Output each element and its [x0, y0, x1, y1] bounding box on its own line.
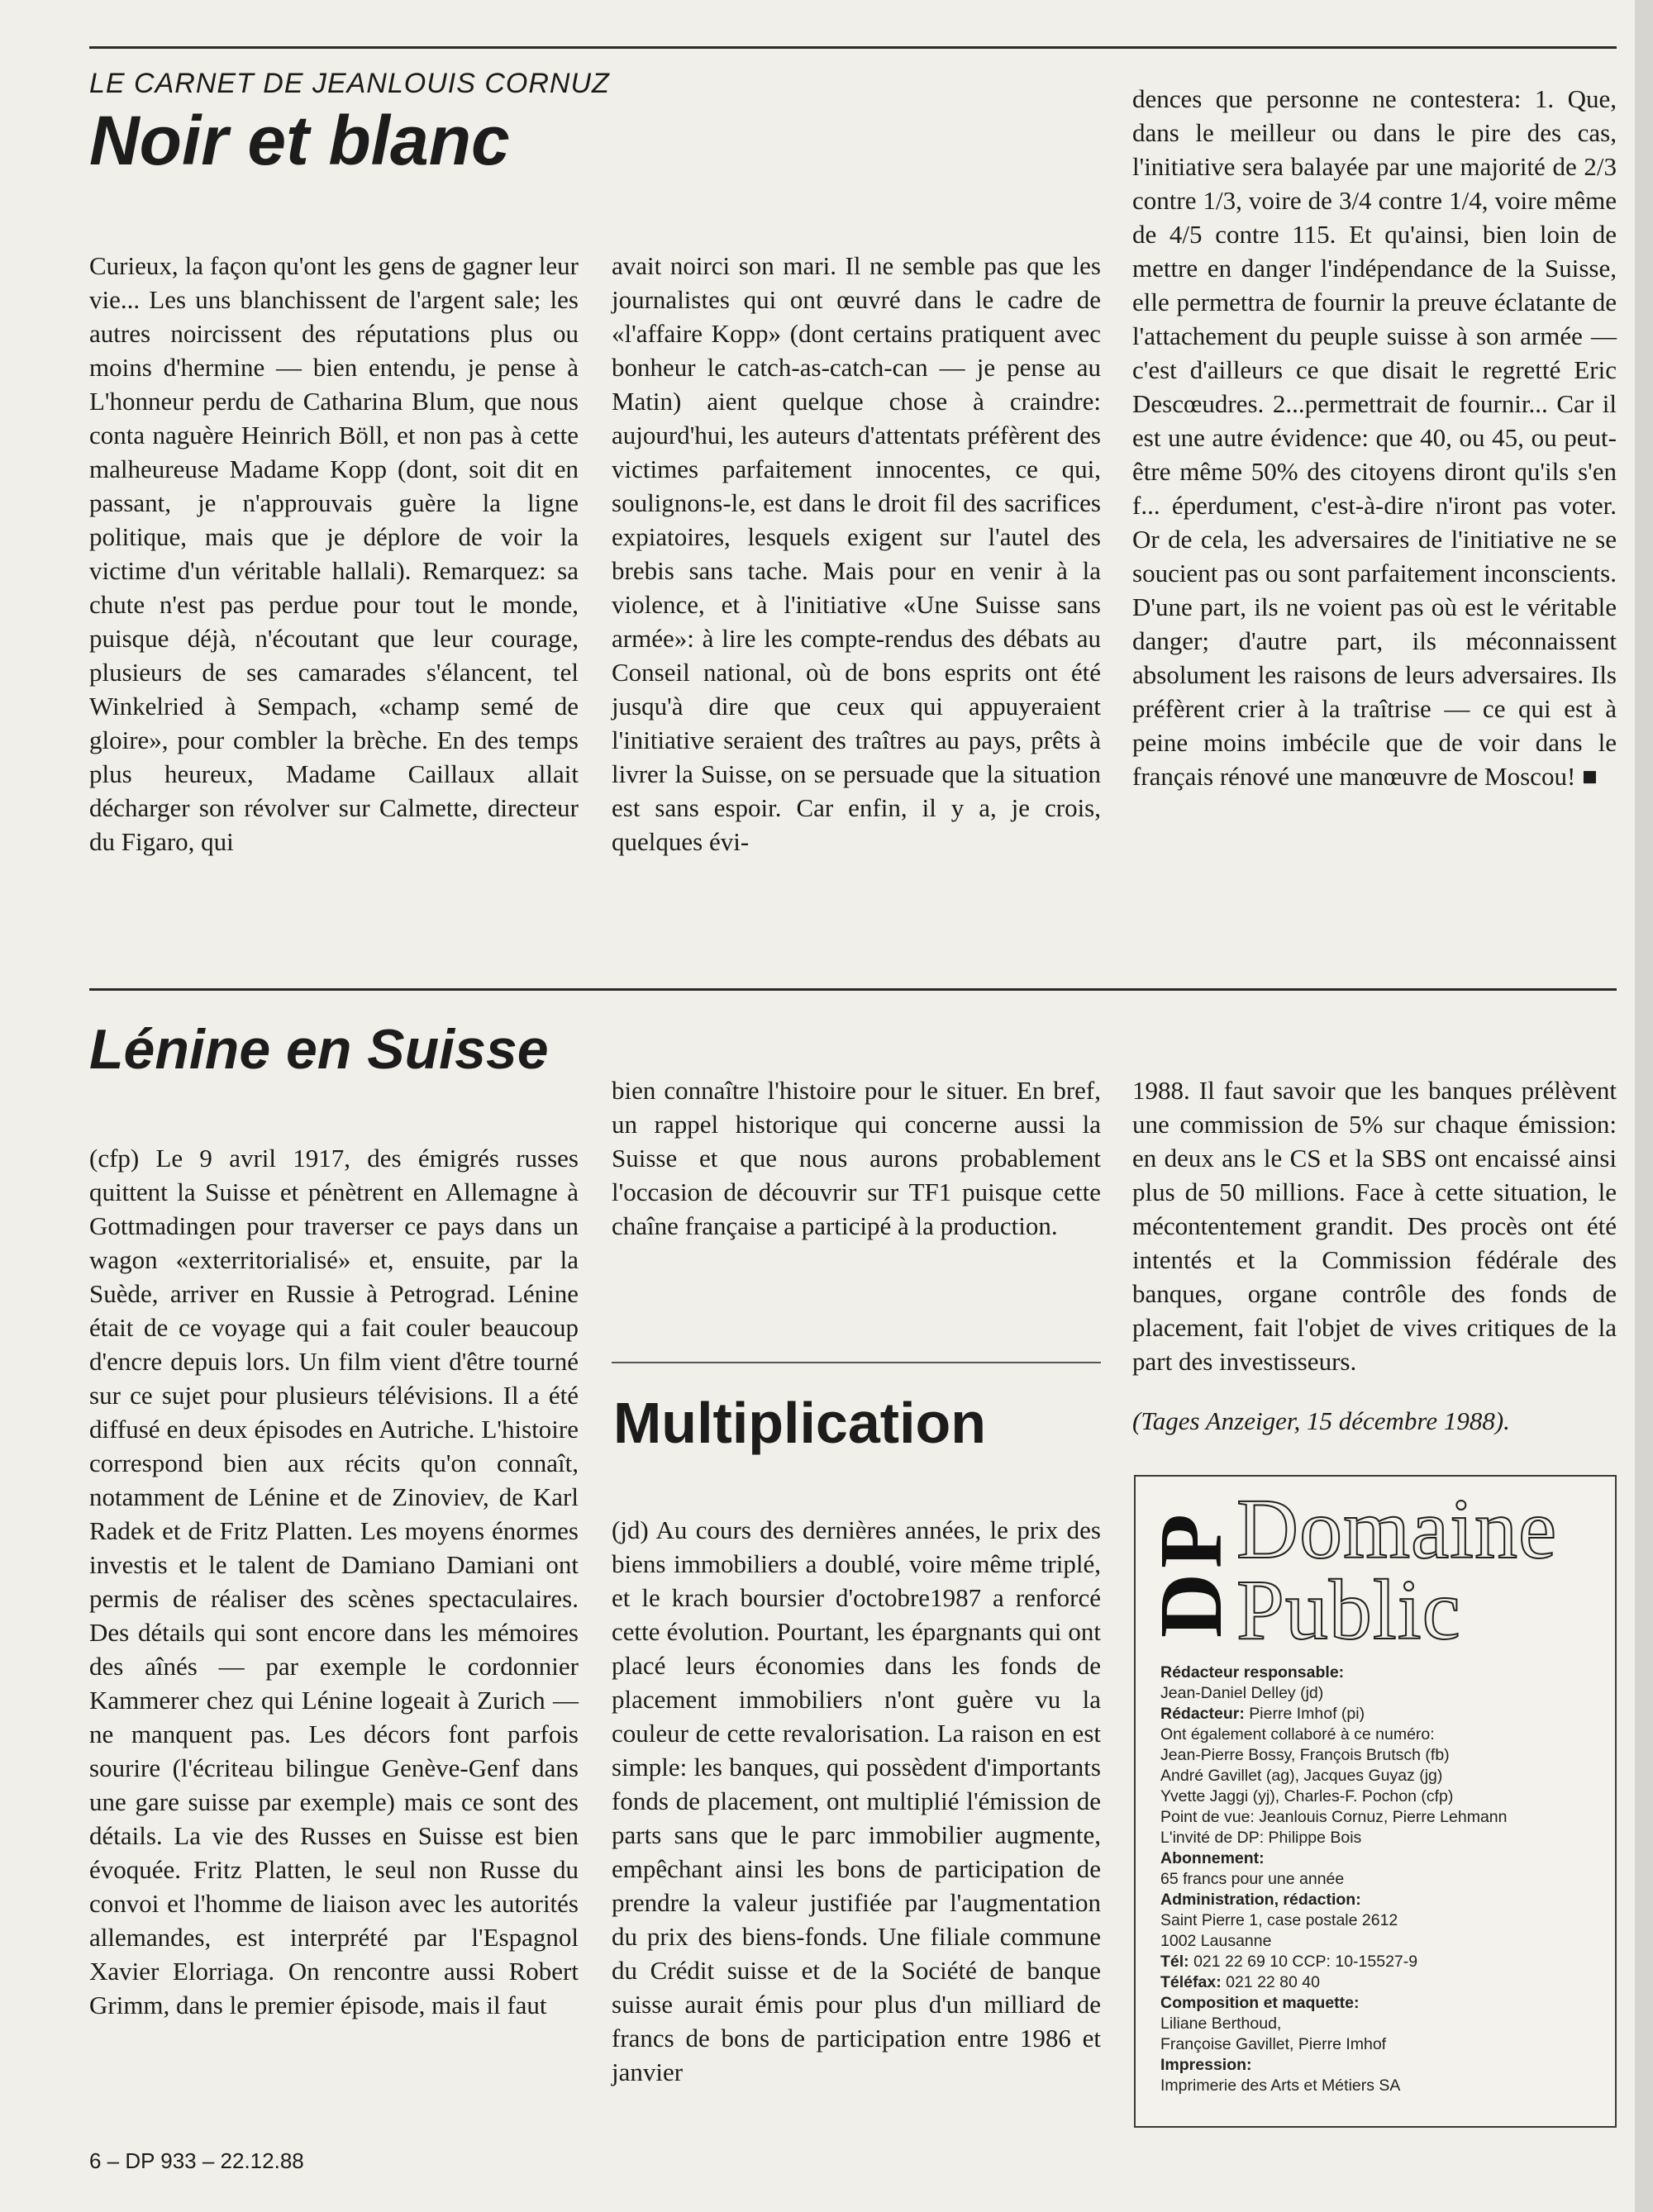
noir-text-3: dences que personne ne contestera: 1. Que, dans le meilleur ou dans le pire des cas, l'initiative sera balayée par une majorité de 2/3 contre 1/3, voire de 3/4 contre 1/4, voire même de 4/5 contre 115. Et qu'ainsi, bien loin de mettre en danger l'indépendance de la Suisse, elle permettra de fournir la preuve éclatante de l'attachement du peuple suisse à son armée — c'est d'ailleurs ce que disait le regretté Eric Descœudres. 2...permettrait de fournir... Car il est une autre évidence: que 40, ou 45, ou peut-être même 50% des citoyens diront qu'ils s'en f... éperdument, c'est-à-dire n'iront pas voter. Or de cela, les adversaires de l'initiative ne se soucient pas ou sont parfaitement inconscients. D'une part, ils ne voient pas où est le véritable danger; d'autre part, ils méconnaissent absolument les raisons de leurs adversaires. Ils préfèrent crier à la traîtrise — ce qui est à peine moins imbécile que de voir dans le français rénové une manœuvre de Moscou! ■	[1132, 84, 1617, 791]
credit-line: Jean-Daniel Delley (jd)	[1160, 1684, 1324, 1702]
masthead-credits	[1160, 1663, 1598, 2096]
lenine-text-2: bien connaître l'histoire pour le situer. En bref, un rappel historique qui concerne aussi la Suisse et que nous aurons probablement l'occasion de découvrir sur TF1 puisque cette chaîne française a participé à la production.	[612, 1076, 1101, 1240]
credit-line: Téléfax: 021 22 80 40	[1160, 1973, 1320, 1991]
page-edge-shadow	[1635, 0, 1653, 2212]
masthead-word-domaine: Domaine	[1236, 1482, 1558, 1577]
article-title-noir-et-blanc: Noir et blanc	[89, 102, 510, 179]
lenine-col-2	[612, 1048, 1101, 1268]
multiplication-col-2	[1132, 1048, 1617, 1463]
article-title-lenine: Lénine en Suisse	[89, 1018, 549, 1081]
credit-line: Jean-Pierre Bossy, François Brutsch (fb)	[1160, 1746, 1450, 1764]
multiplication-rule	[612, 1362, 1101, 1363]
multiplication-source: (Tages Anzeiger, 15 décembre 1988).	[1132, 1406, 1510, 1435]
multiplication-text-1: (jd) Au cours des dernières années, le prix des biens immobiliers a doublé, voire même triplé, et le krach boursier d'octobre1987 a renforcé cette évolution. Pourtant, les épargnants qui ont placé leurs économies dans les fonds de placement immobiliers n'ont guère vu la couleur de cette revalorisation. La raison en est simple: les banques, qui possèdent d'importants fonds de placement, ont multiplié l'émission de parts sans que le parc immobilier augmente, empêchant ainsi les bons de participation de prendre la valeur justifiée par l'augmentation du prix des biens-fonds. Une filiale commune du Crédit suisse et de la Société de banque suisse aurait émis pour plus d'un milliard de francs de bons de participation entre 1986 et janvier	[612, 1515, 1101, 2086]
credit-line: Françoise Gavillet, Pierre Imhof	[1160, 2035, 1387, 2053]
credit-line: Composition et maquette:	[1160, 1994, 1360, 2012]
section-rule	[89, 988, 1617, 991]
credit-line: Imprimerie des Arts et Métiers SA	[1160, 2076, 1401, 2095]
page-footer: 6 – DP 933 – 22.12.88	[89, 2148, 304, 2173]
credit-line: Liliane Berthoud,	[1160, 2015, 1282, 2033]
noir-text-2: avait noirci son mari. Il ne semble pas que les journalistes qui ont œuvré dans le cadre de «l'affaire Kopp» (dont certains pratiquent avec bonheur le catch-as-catch-can — je pense au Matin) aient quelque chose à craindre: aujourd'hui, les auteurs d'attentats préfèrent des victimes parfaitement innocentes, ce qui, soulignons-le, est dans le droit fil des sacrifices expiatoires, lesquels exigent sur l'autel des brebis sans tache. Mais pour en venir à la violence, et à l'initiative «Une Suisse sans armée»: à lire les compte-rendus des débats au Conseil national, où de bons esprits ont été jusqu'à dire que ceux qui appuyeraient l'initiative seraient des traîtres au pays, prêts à livrer la Suisse, on se persuade que la situation est sans espoir. Car enfin, il y a, je crois, quelques évi-	[612, 251, 1101, 856]
masthead-box	[1134, 1475, 1617, 2128]
credit-line: Impression:	[1160, 2056, 1252, 2074]
credit-line: Rédacteur: Pierre Imhof (pi)	[1160, 1705, 1365, 1723]
credit-line: Saint Pierre 1, case postale 2612	[1160, 1911, 1398, 1929]
credit-line: Ont également collaboré à ce numéro:	[1160, 1725, 1435, 1743]
credit-line: Administration, rédaction:	[1160, 1891, 1361, 1909]
credit-line: L'invité de DP: Philippe Bois	[1160, 1829, 1362, 1847]
article-title-multiplication: Multiplication	[613, 1391, 987, 1455]
credit-line: 1002 Lausanne	[1160, 1932, 1272, 1950]
credit-line: Abonnement:	[1160, 1849, 1265, 1867]
credit-line: Rédacteur responsable:	[1160, 1663, 1345, 1682]
multiplication-text-2: 1988. Il faut savoir que les banques prélèvent une commission de 5% sur chaque émission: en deux ans le CS et la SBS ont encaissé ainsi plus de 50 millions. Face à cette situation, le mécontentement grandit. Des procès ont été intentés et la Commission fédérale des banques, organe contrôle des fonds de placement, fait l'objet de vives critiques de la part des investisseurs.	[1132, 1076, 1617, 1376]
lenine-text-1: (cfp) Le 9 avril 1917, des émigrés russes quittent la Suisse et pénètrent en Allemagne à Gottmadingen pour traverser ce pays dans un wagon «exterritorialisé» et, ensuite, par la Suède, arriver en Russie à Petrograd. Lénine était de ce voyage qui a fait couler beaucoup d'encre depuis lors. Un film vient d'être tourné sur ce sujet pour plusieurs télévisions. Il a été diffusé en deux épisodes en Autriche. L'histoire correspond bien aux récits qu'on connaît, notamment de Lénine et de Zinoviev, de Karl Radek et de Fritz Platten. Les moyens énormes investis et le talent de Damiano Damiani ont permis de réaliser des scènes spectaculaires. Des détails qui sont encore dans les mémoires des aînés — par exemple le cordonnier Kammerer chez qui Lénine logeait à Zurich — ne manquent pas. Les décors font parfois sourire (l'écriteau bilingue Genève-Genf dans une gare suisse par exemple) mais ce sont des détails. La vie des Russes en Suisse est bien évoquée. Fritz Platten, le seul non Russe du convoi et l'homme de liaison avec les autorités allemandes, est interprété par l'Espagnol Xavier Elorriaga. On rencontre aussi Robert Grimm, dans le premier épisode, mais il faut	[89, 1144, 579, 2019]
credit-line: 65 francs pour une année	[1160, 1870, 1345, 1888]
credit-line: André Gavillet (ag), Jacques Guyaz (jg)	[1160, 1767, 1443, 1785]
column-kicker: LE CARNET DE JEANLOUIS CORNUZ	[89, 68, 610, 99]
noir-text-1: Curieux, la façon qu'ont les gens de gagner leur vie... Les uns blanchissent de l'argent sale; les autres noircissent des réputations plus ou moins d'hermine — bien entendu, je pense à L'honneur perdu de Catharina Blum, que nous conta naguère Heinrich Böll, et non pas à cette malheureuse Madame Kopp (dont, soit dit en passant, je n'approuvais guère la ligne politique, mais que je déplore de voir la victime d'un véritable hallali). Remarquez: sa chute n'est pas perdue pour tout le monde, puisque déjà, n'écoutant que leur courage, plusieurs de ses camarades s'élancent, tel Winkelried à Sempach, «champ semé de gloire», pour combler la brèche. En des temps plus heureux, Madame Caillaux allait décharger son révolver sur Calmette, directeur du Figaro, qui	[89, 251, 579, 856]
credit-line: Tél: 021 22 69 10 CCP: 10-15527-9	[1160, 1953, 1418, 1971]
masthead-word-public: Public	[1236, 1563, 1461, 1658]
credit-line: Yvette Jaggi (yj), Charles-F. Pochon (cfp)	[1160, 1787, 1454, 1805]
credit-line: Point de vue: Jeanlouis Cornuz, Pierre Lehmann	[1160, 1808, 1508, 1826]
noir-col-1	[89, 223, 579, 884]
top-rule	[89, 46, 1617, 49]
masthead-dp-logo: DP	[1142, 1509, 1241, 1638]
noir-col-2	[612, 223, 1101, 884]
lenine-col-1	[89, 1116, 579, 2048]
multiplication-col-1	[612, 1487, 1101, 2114]
noir-col-3	[1132, 56, 1617, 819]
